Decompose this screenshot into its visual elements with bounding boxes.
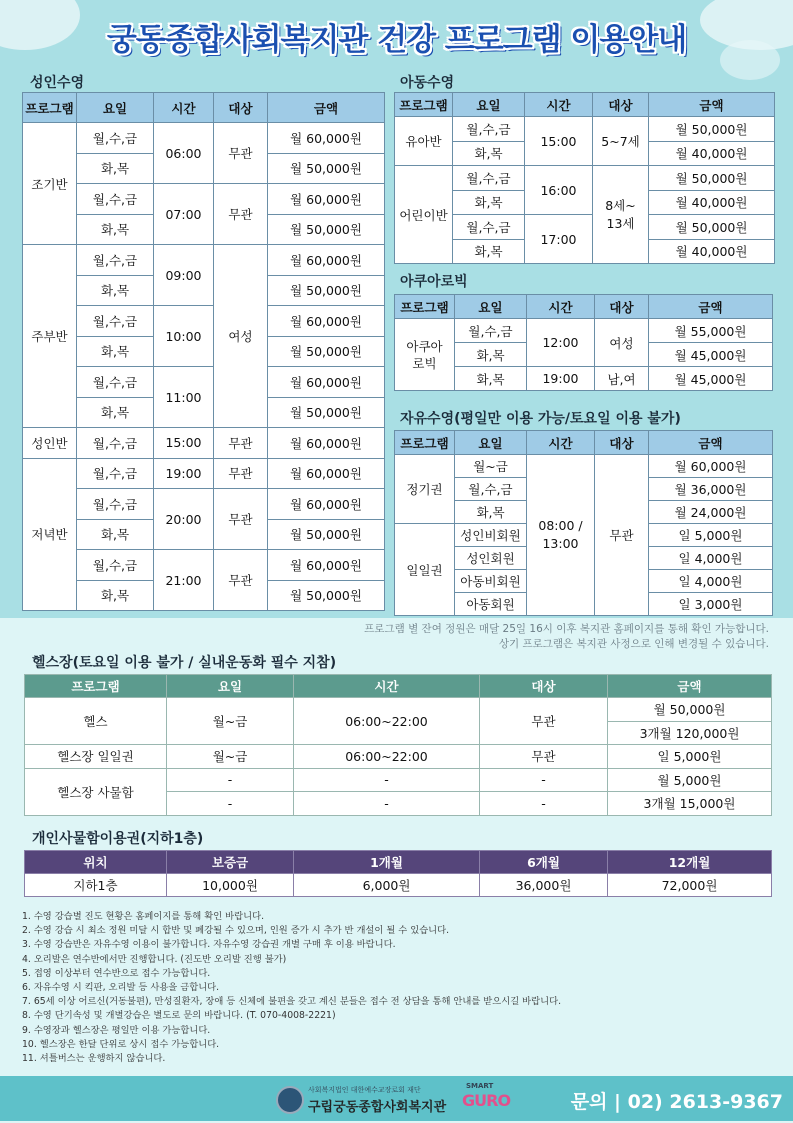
- target-cell: 무관: [214, 489, 268, 550]
- day-cell: -: [167, 792, 294, 816]
- header-day: 요일: [455, 431, 527, 455]
- target-cell: 무관: [480, 698, 608, 745]
- time-cell: 15:00: [154, 428, 214, 459]
- time-cell: 06:00: [154, 123, 214, 184]
- header-day: 요일: [453, 93, 525, 117]
- time-cell: -: [294, 792, 480, 816]
- price-cell: 월 5,000원: [608, 768, 772, 792]
- time-cell: -: [294, 768, 480, 792]
- note-item: 9. 수영장과 헬스장은 평일만 이용 가능합니다.: [22, 1024, 211, 1036]
- program-name: 아쿠아 로빅: [395, 319, 455, 391]
- header-day: 요일: [167, 675, 294, 698]
- time-cell: 19:00: [527, 367, 595, 391]
- program-name: 헬스장 일일권: [25, 745, 167, 769]
- note-item: 2. 수영 강습 시 최소 정원 미달 시 합반 및 폐강될 수 있으며, 인원 증가 시 추가 반 개설이 될 수 있습니다.: [22, 925, 450, 937]
- header-time: 시간: [525, 93, 593, 117]
- price-cell: 일 5,000원: [649, 524, 773, 547]
- program-name: 일일권: [395, 524, 455, 616]
- header-target: 대상: [595, 295, 649, 319]
- note-item: 4. 오리발은 연수반에서만 진행합니다. (진도반 오리발 진행 불가): [22, 953, 287, 965]
- program-name: 저녁반: [23, 458, 77, 611]
- note-item: 6. 자유수영 시 킥판, 오리발 등 사용을 금합니다.: [22, 982, 220, 994]
- program-name: 조기반: [23, 123, 77, 245]
- price-cell: 월 40,000원: [649, 239, 775, 264]
- price-cell: 월 45,000원: [649, 343, 773, 367]
- note-item: 11. 셔틀버스는 운행하지 않습니다.: [22, 1053, 166, 1065]
- target-cell: 무관: [214, 458, 268, 489]
- day-cell: 월,수,금: [77, 489, 154, 520]
- price-cell: 월 50,000원: [268, 275, 385, 306]
- logo-name: 구립궁동종합사회복지관: [308, 1100, 447, 1115]
- day-cell: 월,수,금: [453, 166, 525, 191]
- header-price: 금액: [608, 675, 772, 698]
- day-cell: 화,목: [77, 519, 154, 550]
- target-cell: 5~7세: [593, 117, 649, 166]
- price-cell: 월 40,000원: [649, 190, 775, 215]
- day-cell: 월,수,금: [455, 319, 527, 343]
- note-item: 5. 접영 이상부터 연수반으로 접수 가능합니다.: [22, 967, 211, 979]
- time-cell: 20:00: [154, 489, 214, 550]
- price-cell: 월 50,000원: [268, 519, 385, 550]
- time-cell: 07:00: [154, 184, 214, 245]
- price-cell: 3개월 15,000원: [608, 792, 772, 816]
- program-name: 헬스장 사물함: [25, 768, 167, 815]
- time-cell: 11:00: [154, 367, 214, 428]
- target-cell: 남,여: [595, 367, 649, 391]
- day-cell: 월,수,금: [453, 215, 525, 240]
- aqua-table: [394, 294, 773, 391]
- header-target: 대상: [593, 93, 649, 117]
- program-name: 성인반: [23, 428, 77, 459]
- price-cell: 월 45,000원: [649, 367, 773, 391]
- day-cell: 월,수,금: [77, 245, 154, 276]
- header-time: 시간: [154, 93, 214, 123]
- day-cell: 아동회원: [455, 593, 527, 616]
- target-cell: 무관: [214, 123, 268, 184]
- note-item: 10. 헬스장은 한달 단위로 상시 접수 가능합니다.: [22, 1038, 220, 1050]
- header-program: 프로그램: [395, 93, 453, 117]
- price-cell: 일 4,000원: [649, 547, 773, 570]
- target-cell: 8세~ 13세: [593, 166, 649, 264]
- header-target: 대상: [214, 93, 268, 123]
- header-target: 대상: [595, 431, 649, 455]
- price-cell: 월 60,000원: [268, 123, 385, 154]
- day-cell: 월,수,금: [77, 550, 154, 581]
- day-cell: 화,목: [77, 397, 154, 428]
- price-cell: 월 50,000원: [649, 166, 775, 191]
- price-cell: 월 40,000원: [649, 141, 775, 166]
- time-cell: 19:00: [154, 458, 214, 489]
- pool-note: 상기 프로그램은 복지관 사정으로 인해 변경될 수 있습니다.: [498, 638, 769, 650]
- price-cell: 월 60,000원: [268, 245, 385, 276]
- adult-swim-table: [22, 92, 385, 611]
- day-cell: 화,목: [453, 239, 525, 264]
- header-deposit: 보증금: [167, 851, 294, 874]
- day-cell: 성인회원: [455, 547, 527, 570]
- day-cell: 월,수,금: [77, 458, 154, 489]
- time-cell: 16:00: [525, 166, 593, 215]
- day-cell: 화,목: [77, 580, 154, 611]
- price-cell: 월 50,000원: [649, 117, 775, 142]
- logo-subtitle: 사회복지법인 대한예수교장로회 재단: [308, 1086, 421, 1094]
- day-cell: -: [167, 768, 294, 792]
- header-time: 시간: [527, 295, 595, 319]
- day-cell: 화,목: [77, 275, 154, 306]
- day-cell: 월,수,금: [455, 478, 527, 501]
- note-item: 8. 수영 단기속성 및 개별강습은 별도로 문의 바랍니다. (T. 070-4008-2221): [22, 1010, 336, 1022]
- time-cell: 17:00: [525, 215, 593, 264]
- header-price: 금액: [649, 93, 775, 117]
- price-cell: 월 60,000원: [268, 184, 385, 215]
- header-1month: 1개월: [294, 851, 480, 874]
- time-cell: 06:00~22:00: [294, 745, 480, 769]
- program-name: 주부반: [23, 245, 77, 428]
- note-item: 7. 65세 이상 어르신(거동불편), 만성질환자, 장애 등 신체에 불편을 갖고 계신 분들은 접수 전 상담을 통해 안내를 받으시길 바랍니다.: [22, 996, 562, 1008]
- price-cell: 일 4,000원: [649, 570, 773, 593]
- gym-table: [24, 674, 772, 816]
- target-cell: -: [480, 768, 608, 792]
- header-12month: 12개월: [608, 851, 772, 874]
- target-cell: 무관: [480, 745, 608, 769]
- gym-title: 헬스장(토요일 이용 불가 / 실내운동화 필수 지참): [32, 655, 337, 671]
- price-cell: 일 3,000원: [649, 593, 773, 616]
- locker-title: 개인사물함이용권(지하1층): [32, 831, 204, 847]
- day-cell: 성인비회원: [455, 524, 527, 547]
- note-item: 1. 수영 강습별 진도 현황은 홈페이지를 통해 확인 바랍니다.: [22, 911, 265, 922]
- day-cell: 화,목: [77, 153, 154, 184]
- header-time: 시간: [294, 675, 480, 698]
- day-cell: 월,수,금: [77, 306, 154, 337]
- price-cell: 월 50,000원: [268, 336, 385, 367]
- header-target: 대상: [480, 675, 608, 698]
- day-cell: 월,수,금: [77, 123, 154, 154]
- target-cell: 여성: [595, 319, 649, 367]
- time-cell: 06:00~22:00: [294, 698, 480, 745]
- program-name: 유아반: [395, 117, 453, 166]
- price-cell: 월 50,000원: [649, 215, 775, 240]
- target-cell: 무관: [214, 550, 268, 611]
- price-cell: 월 50,000원: [268, 153, 385, 184]
- price-cell: 월 60,000원: [268, 306, 385, 337]
- price-cell: 월 36,000원: [649, 478, 773, 501]
- note-item: 3. 수영 강습반은 자유수영 이용이 불가합니다. 자유수영 강습권 개별 구매 후 이용 바랍니다.: [22, 939, 396, 951]
- header-program: 프로그램: [395, 431, 455, 455]
- price-cell: 월 50,000원: [608, 698, 772, 722]
- price-cell: 72,000원: [608, 874, 772, 897]
- price-cell: 월 60,000원: [268, 489, 385, 520]
- target-cell: -: [480, 792, 608, 816]
- price-cell: 6,000원: [294, 874, 480, 897]
- price-cell: 월 60,000원: [268, 367, 385, 398]
- price-cell: 월 24,000원: [649, 501, 773, 524]
- day-cell: 화,목: [455, 501, 527, 524]
- price-cell: 월 60,000원: [268, 428, 385, 459]
- location-cell: 지하1층: [25, 874, 167, 897]
- header-location: 위치: [25, 851, 167, 874]
- day-cell: 화,목: [453, 190, 525, 215]
- target-cell: 무관: [214, 428, 268, 459]
- notes-list: [22, 910, 762, 1066]
- organization-logo: [276, 1082, 606, 1116]
- target-cell: 무관: [595, 455, 649, 616]
- kids-swim-table: [394, 92, 775, 264]
- time-cell: 10:00: [154, 306, 214, 367]
- day-cell: 화,목: [453, 141, 525, 166]
- time-cell: 12:00: [527, 319, 595, 367]
- program-name: 헬스: [25, 698, 167, 745]
- program-name: 정기권: [395, 455, 455, 524]
- header-program: 프로그램: [23, 93, 77, 123]
- header-program: 프로그램: [395, 295, 455, 319]
- time-cell: 15:00: [525, 117, 593, 166]
- locker-table: [24, 850, 772, 897]
- time-cell: 21:00: [154, 550, 214, 611]
- day-cell: 월,수,금: [77, 184, 154, 215]
- price-cell: 월 60,000원: [268, 458, 385, 489]
- day-cell: 화,목: [455, 367, 527, 391]
- day-cell: 월,수,금: [77, 367, 154, 398]
- day-cell: 월,수,금: [453, 117, 525, 142]
- day-cell: 화,목: [455, 343, 527, 367]
- aqua-title: 아쿠아로빅: [400, 274, 468, 290]
- emblem-icon: [276, 1086, 304, 1114]
- price-cell: 월 60,000원: [649, 455, 773, 478]
- header-day: 요일: [455, 295, 527, 319]
- contact-phone: 문의 | 02) 2613-9367: [570, 1091, 783, 1113]
- day-cell: 아동비회원: [455, 570, 527, 593]
- day-cell: 월,수,금: [77, 428, 154, 459]
- kids-swim-title: 아동수영: [400, 75, 455, 91]
- price-cell: 3개월 120,000원: [608, 721, 772, 745]
- day-cell: 화,목: [77, 336, 154, 367]
- program-name: 어린이반: [395, 166, 453, 264]
- price-cell: 36,000원: [480, 874, 608, 897]
- header-day: 요일: [77, 93, 154, 123]
- day-cell: 월~금: [455, 455, 527, 478]
- header-price: 금액: [649, 431, 773, 455]
- price-cell: 월 60,000원: [268, 550, 385, 581]
- time-cell: 09:00: [154, 245, 214, 306]
- price-cell: 일 5,000원: [608, 745, 772, 769]
- price-cell: 월 50,000원: [268, 397, 385, 428]
- deposit-cell: 10,000원: [167, 874, 294, 897]
- time-cell: 08:00 / 13:00: [527, 455, 595, 616]
- guro-logo: GURO: [462, 1091, 511, 1110]
- day-cell: 월~금: [167, 745, 294, 769]
- price-cell: 월 55,000원: [649, 319, 773, 343]
- price-cell: 월 50,000원: [268, 214, 385, 245]
- target-cell: 무관: [214, 184, 268, 245]
- free-swim-table: [394, 430, 773, 616]
- free-swim-title: 자유수영(평일만 이용 가능/토요일 이용 불가): [400, 411, 681, 427]
- day-cell: 화,목: [77, 214, 154, 245]
- day-cell: 월~금: [167, 698, 294, 745]
- price-cell: 월 50,000원: [268, 580, 385, 611]
- header-price: 금액: [649, 295, 773, 319]
- target-cell: 여성: [214, 245, 268, 428]
- header-time: 시간: [527, 431, 595, 455]
- header-6month: 6개월: [480, 851, 608, 874]
- page-title: 궁동종합사회복지관 건강 프로그램 이용안내: [106, 22, 687, 58]
- header-price: 금액: [268, 93, 385, 123]
- adult-swim-title: 성인수영: [30, 75, 85, 91]
- header-program: 프로그램: [25, 675, 167, 698]
- smart-label: SMART: [466, 1082, 494, 1090]
- pool-note: 프로그램 별 잔여 정원은 매달 25일 16시 이후 복지관 홈페이지를 통해 확인 가능합니다.: [364, 623, 769, 635]
